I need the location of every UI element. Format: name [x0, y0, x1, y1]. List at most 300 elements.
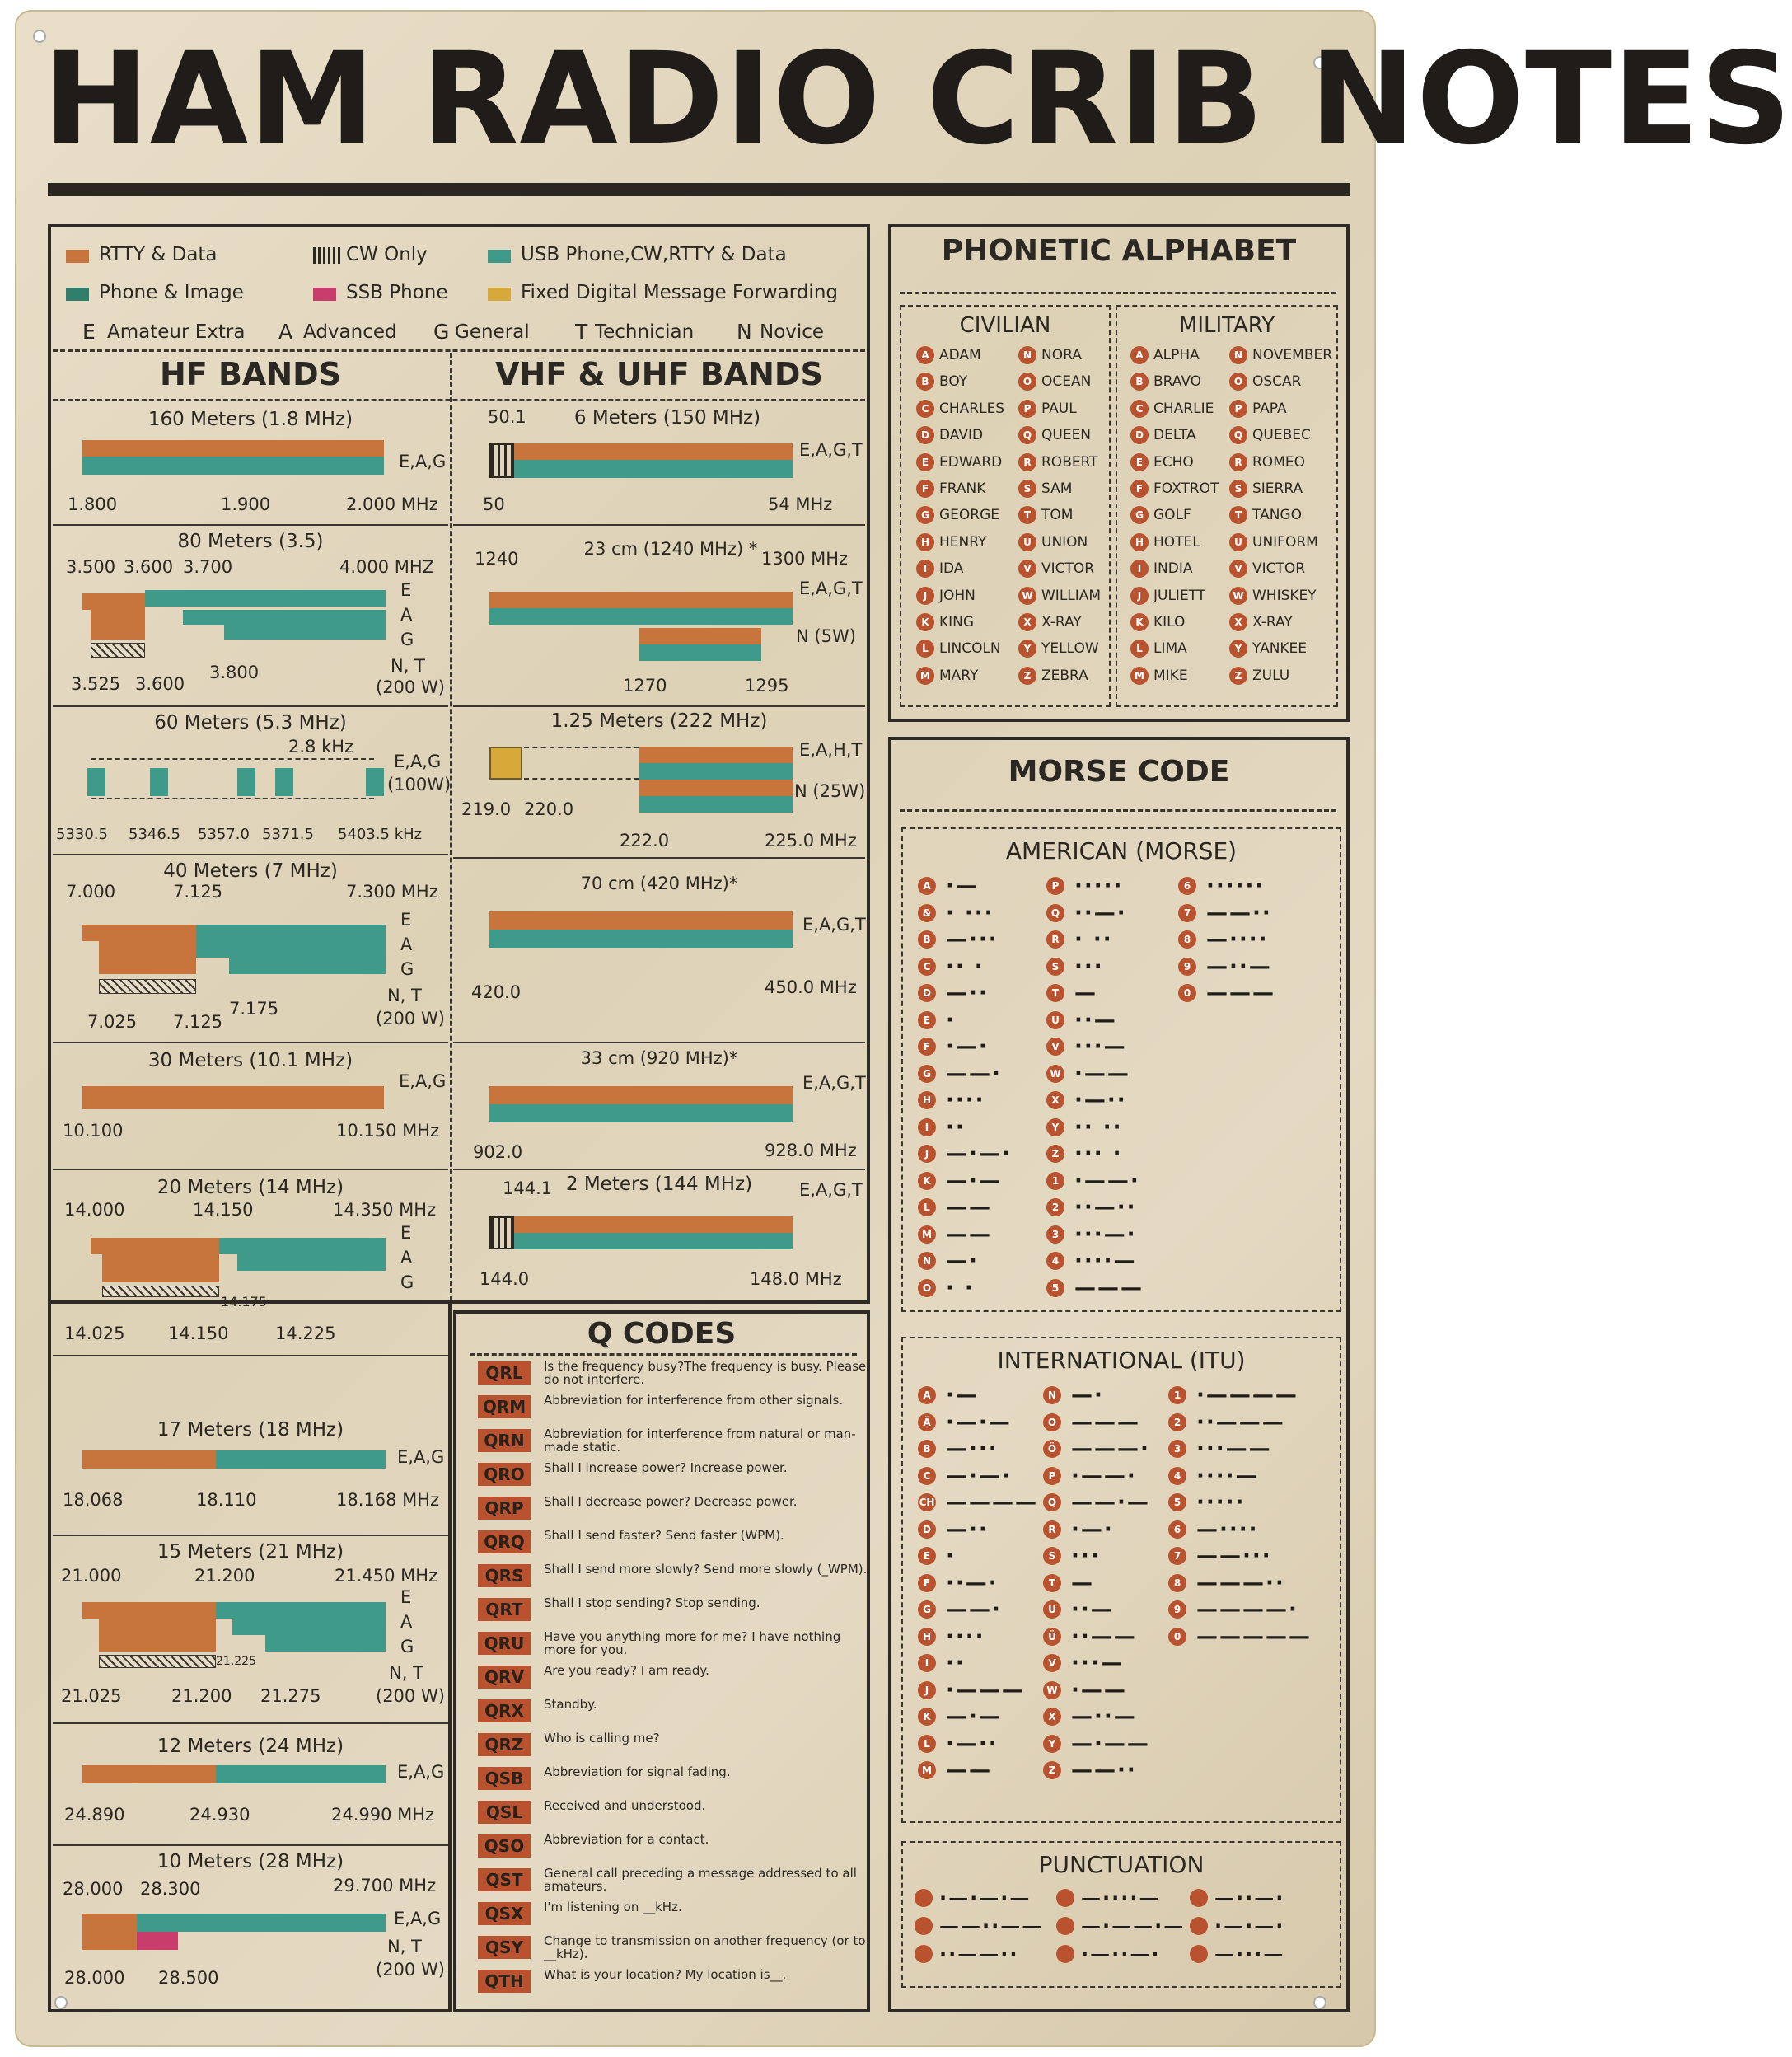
itu-letter-icon: 9: [1168, 1600, 1186, 1619]
band-bar-rtty: [639, 747, 793, 763]
itu-code: ··: [946, 1651, 966, 1675]
tick-label: 21.450 MHz: [335, 1566, 438, 1586]
punctuation-code: ——··——: [939, 1914, 1044, 1938]
tick-label: 10.150 MHz: [336, 1121, 440, 1141]
am-code: ··—: [1074, 1007, 1117, 1033]
qcode-description: General call preceding a message addressed to all amateurs.: [544, 1866, 857, 1894]
qcode-description: Abbreviation for signal fading.: [544, 1764, 731, 1779]
itu-code: ——·—: [1071, 1490, 1150, 1515]
mil-word: KILO: [1153, 614, 1186, 630]
mil-letter-icon: M: [1130, 667, 1149, 685]
mil-letter-icon: H: [1130, 533, 1149, 551]
punctuation-code: ·—·—·: [1214, 1914, 1285, 1938]
civ-letter-icon: I: [916, 560, 934, 578]
band-license: (200 W): [376, 1009, 445, 1028]
itu-letter-icon: V: [1043, 1654, 1061, 1672]
itu-letter-icon: 6: [1168, 1520, 1186, 1539]
am-code: ···—·: [1074, 1221, 1137, 1247]
band-license: E,A,G: [399, 452, 447, 471]
am-code: ··—··: [1074, 1195, 1137, 1220]
mil-letter-icon: U: [1229, 533, 1247, 551]
tick-label: 14.025: [64, 1324, 125, 1343]
itu-code: ·—·: [1071, 1516, 1114, 1542]
band-bar-rtty: [82, 1450, 216, 1469]
itu-code: ··———: [1196, 1409, 1285, 1435]
band-title: 6 Meters (150 MHz): [573, 407, 761, 429]
tick-label: 1.900: [221, 494, 271, 514]
qcode-label: QTH: [478, 1970, 531, 1993]
qcode-label: QSB: [478, 1767, 531, 1790]
am-letter-icon: G: [918, 1065, 936, 1083]
tick-label: 225.0 MHz: [765, 831, 857, 850]
mil-word: OSCAR: [1252, 373, 1302, 391]
punctuation-symbol-icon: [915, 1917, 933, 1935]
band-bar-rtty: [82, 1765, 216, 1783]
civ-word: SAM: [1041, 480, 1073, 497]
qcode-description: Shall I decrease power? Decrease power.: [544, 1494, 798, 1509]
band-title: 10 Meters (28 MHz): [157, 1851, 344, 1872]
tick-label: 28.500: [158, 1968, 219, 1988]
civilian-heading: CIVILIAN: [959, 313, 1051, 338]
itu-letter-icon: K: [918, 1708, 936, 1726]
itu-letter-icon: I: [918, 1654, 936, 1672]
civ-word: LINCOLN: [939, 640, 1001, 658]
band-bar-cw: [99, 979, 196, 994]
itu-code: ·—: [946, 1383, 979, 1408]
band-bar-rtty: [102, 1254, 219, 1271]
band-license: N (5W): [796, 626, 856, 646]
am-code: ·····: [1074, 874, 1124, 898]
channel-bar: [366, 768, 384, 796]
am-code: ··—·: [1074, 900, 1127, 925]
tick-label: 21.000: [61, 1566, 122, 1586]
am-letter-icon: B: [918, 930, 936, 949]
mil-letter-icon: Q: [1229, 426, 1247, 444]
tick-label: 14.000: [64, 1200, 125, 1220]
itu-code: ·—·—: [946, 1409, 1012, 1435]
am-code: ·—: [946, 874, 979, 898]
band-license: E,A,G: [394, 1909, 442, 1928]
tick-label: 219.0: [461, 799, 512, 819]
band-title: 160 Meters (1.8 MHz): [147, 409, 353, 430]
band-separator: [53, 1535, 448, 1536]
qcode-label: QRT: [478, 1598, 531, 1621]
band-bar-160m-rtty: [82, 440, 384, 457]
itu-letter-icon: E: [918, 1547, 936, 1565]
am-letter-icon: Y: [1046, 1118, 1064, 1136]
military-heading: MILITARY: [1178, 313, 1275, 338]
band-bar-rtty: [514, 1216, 793, 1233]
tick-label: 7.000: [66, 882, 116, 902]
civ-word: DAVID: [939, 427, 984, 444]
am-letter-icon: Q: [1046, 904, 1064, 922]
legend-advanced: Advanced: [303, 321, 397, 343]
mil-letter-icon: G: [1130, 506, 1149, 524]
tick-label: 5346.5: [129, 826, 180, 843]
am-letter-icon: Z: [1046, 1145, 1064, 1163]
phonetic-divider: [900, 292, 1336, 294]
am-code: ·· ··: [1074, 1114, 1123, 1140]
itu-letter-icon: Z: [1043, 1761, 1061, 1779]
band-license: A: [400, 1248, 413, 1267]
channel-bar: [87, 768, 105, 796]
itu-code: ·—··: [946, 1731, 999, 1756]
civ-word: QUEEN: [1041, 427, 1092, 444]
vhf-heading: VHF & UHF BANDS: [495, 356, 823, 392]
band-bar-phone: [145, 590, 386, 607]
tick-label: 1240: [475, 549, 519, 569]
tick-label: 1270: [623, 676, 667, 696]
punctuation-code: —·——·—: [1081, 1914, 1186, 1938]
civ-letter-icon: B: [916, 373, 934, 391]
tick-label: 222.0: [620, 831, 670, 850]
qcode-label: QSY: [478, 1936, 531, 1959]
qcode-label: QRV: [478, 1666, 531, 1689]
tick-label: 7.125: [173, 1012, 223, 1032]
band-license: N, T: [387, 986, 422, 1005]
punctuation-code: —····—: [1081, 1886, 1161, 1909]
itu-letter-icon: 8: [1168, 1574, 1186, 1592]
mil-letter-icon: R: [1229, 453, 1247, 471]
civ-letter-icon: C: [916, 400, 934, 418]
band-license: E,A,G,T: [799, 579, 863, 598]
mil-word: ZULU: [1252, 667, 1290, 684]
civ-letter-icon: K: [916, 613, 934, 631]
itu-letter-icon: 4: [1168, 1467, 1186, 1485]
am-letter-icon: O: [918, 1279, 936, 1297]
qcode-description: Who is calling me?: [544, 1731, 660, 1745]
civ-letter-icon: Z: [1018, 667, 1036, 685]
band-separator: [53, 524, 448, 526]
qcode-description: Standby.: [544, 1697, 597, 1712]
band-bar-phone: [232, 1619, 386, 1635]
itu-code: ··—·: [946, 1570, 999, 1595]
band-license: (200 W): [376, 1686, 445, 1706]
am-code: ·: [946, 1007, 956, 1033]
band-bar-rtty: [639, 628, 761, 644]
qcode-description: Abbreviation for interference from natural or man-made static.: [544, 1427, 856, 1455]
band-separator: [53, 1169, 448, 1170]
page-title: HAM RADIO CRIB NOTES: [43, 26, 1792, 173]
tick-label: 14.350 MHz: [333, 1200, 437, 1220]
legend-swatch-fixed: [488, 288, 511, 301]
heading-divider: [53, 399, 865, 401]
itu-letter-icon: N: [1043, 1386, 1061, 1404]
qcode-description: Shall I send faster? Send faster (WPM).: [544, 1528, 784, 1543]
punctuation-code: —··—·: [1214, 1886, 1285, 1909]
qcode-description: What is your location? My location is__.: [544, 1967, 787, 1982]
mil-letter-icon: F: [1130, 480, 1149, 498]
am-letter-icon: 2: [1046, 1198, 1064, 1216]
legend-license-e: E: [82, 320, 96, 344]
legend-swatch-rtty: [66, 250, 89, 263]
band-license: N, T: [389, 1663, 423, 1683]
band-separator: [453, 1169, 865, 1170]
band-license: A: [400, 1612, 413, 1632]
american-heading: AMERICAN (MORSE): [1005, 837, 1238, 865]
am-letter-icon: 3: [1046, 1225, 1064, 1244]
civ-letter-icon: T: [1018, 506, 1036, 524]
itu-code: ——·: [946, 1597, 1002, 1622]
band-license: N, T: [387, 1937, 422, 1956]
itu-letter-icon: L: [918, 1735, 936, 1753]
band-separator: [53, 854, 448, 855]
band-license: A: [400, 605, 413, 625]
tick-label: 21.200: [194, 1566, 255, 1586]
band-bar-rtty: [82, 593, 145, 610]
tick-label: 28.300: [140, 1879, 201, 1899]
itu-code: —·—: [946, 1704, 1002, 1729]
mil-word: FOXTROT: [1153, 480, 1219, 497]
am-code: · ···: [946, 900, 994, 925]
band-license: E: [400, 580, 412, 600]
mil-letter-icon: W: [1229, 587, 1247, 605]
tick-label: 144.0: [480, 1269, 530, 1289]
itu-letter-icon: 0: [1168, 1628, 1186, 1646]
qcode-description: Change to transmission on another frequency (or to __kHz).: [544, 1933, 866, 1961]
civ-letter-icon: R: [1018, 453, 1036, 471]
civ-word: HENRY: [939, 533, 987, 551]
band-bar-phone: [514, 1233, 793, 1249]
civ-word: WILLIAM: [1041, 587, 1102, 604]
civ-word: IDA: [939, 560, 964, 578]
band-license: E: [400, 910, 412, 930]
band-license: G: [400, 1272, 414, 1292]
itu-letter-icon: Ü: [1043, 1628, 1061, 1646]
band-license: E,A,G,T: [802, 1073, 866, 1093]
am-letter-icon: 5: [1046, 1279, 1064, 1297]
am-letter-icon: X: [1046, 1091, 1064, 1109]
am-letter-icon: I: [918, 1118, 936, 1136]
mil-word: TANGO: [1252, 507, 1302, 524]
am-letter-icon: 6: [1178, 877, 1196, 895]
qcode-label: QRZ: [478, 1733, 531, 1756]
band-bar-phone: [489, 930, 793, 948]
mil-letter-icon: S: [1229, 480, 1247, 498]
itu-letter-icon: 1: [1168, 1386, 1186, 1404]
qcode-description: Is the frequency busy?The frequency is busy. Please do not interfere.: [544, 1359, 867, 1387]
band-bar-phone: [265, 1635, 386, 1652]
tick-label: 50.1: [488, 407, 526, 427]
itu-code: ·——: [1071, 1677, 1127, 1703]
band-bar-phone: [196, 941, 386, 958]
band-bar-cw: [489, 1216, 514, 1249]
itu-letter-icon: O: [1043, 1413, 1061, 1431]
civ-word: PAUL: [1041, 400, 1077, 417]
band-bar-phone: [196, 925, 386, 941]
civ-word: X-RAY: [1041, 614, 1082, 630]
qcode-label: QRS: [478, 1564, 531, 1587]
band-bar-rtty: [489, 592, 793, 608]
itu-letter-icon: A: [918, 1386, 936, 1404]
qcode-description: Have you anything more for me? I have nothing more for you.: [544, 1629, 841, 1657]
punctuation-symbol-icon: [1190, 1917, 1208, 1935]
civ-word: ROBERT: [1041, 453, 1098, 471]
itu-code: ····—: [1196, 1463, 1259, 1488]
band-license: E,A,G,T: [799, 1180, 863, 1200]
tick-label: 902.0: [473, 1142, 523, 1162]
tick-label: 24.930: [189, 1805, 250, 1825]
civ-letter-icon: H: [916, 533, 934, 551]
civ-letter-icon: Y: [1018, 640, 1036, 658]
am-code: —··—: [1206, 954, 1272, 979]
band-title: 12 Meters (24 MHz): [157, 1736, 344, 1757]
tick-label: 5357.0: [198, 826, 250, 843]
qcode-label: QSX: [478, 1902, 531, 1925]
am-letter-icon: L: [918, 1198, 936, 1216]
band-bar-cw: [102, 1286, 219, 1297]
am-letter-icon: 0: [1178, 984, 1196, 1002]
legend-license-g: G: [433, 320, 450, 344]
band-title: 1.25 Meters (222 MHz): [550, 710, 768, 732]
am-code: —·—: [946, 1168, 1002, 1193]
band-bar-rtty: [82, 925, 196, 941]
itu-heading: INTERNATIONAL (ITU): [997, 1347, 1246, 1374]
civ-word: CHARLES: [939, 400, 1005, 417]
band-license: (100W): [387, 775, 452, 794]
itu-letter-icon: G: [918, 1600, 936, 1619]
am-letter-icon: D: [918, 984, 936, 1002]
tick-label: 420.0: [471, 982, 522, 1002]
tick-label: 3.525: [71, 674, 121, 694]
itu-code: —·: [1071, 1383, 1104, 1408]
itu-code: ——···: [1196, 1544, 1272, 1568]
band-dash-line: [524, 778, 639, 780]
mil-word: LIMA: [1153, 640, 1187, 658]
tick-label: 54 MHz: [768, 494, 833, 514]
qcode-label: QSL: [478, 1801, 531, 1824]
tick-label: 28.000: [63, 1879, 124, 1899]
band-license: N, T: [391, 656, 425, 676]
mil-letter-icon: X: [1229, 613, 1247, 631]
am-code: ——··: [1206, 900, 1272, 925]
mil-word: ROMEO: [1252, 453, 1305, 471]
band-dash-line: [524, 747, 639, 748]
band-bar-cw: [91, 643, 145, 658]
am-code: ——·: [946, 1061, 1002, 1086]
am-code: ——: [946, 1221, 992, 1247]
itu-code: —···: [946, 1436, 999, 1461]
civ-letter-icon: E: [916, 453, 934, 471]
band-bar-rtty: [91, 610, 145, 625]
channel-bar: [275, 768, 293, 796]
mil-word: NOVEMBER: [1252, 347, 1333, 363]
civ-letter-icon: X: [1018, 613, 1036, 631]
am-code: ·——·: [1074, 1168, 1140, 1193]
mil-word: MIKE: [1153, 667, 1188, 684]
band-license: E,A,G,T: [799, 440, 863, 460]
itu-code: —·—·: [946, 1463, 1012, 1488]
am-letter-icon: P: [1046, 877, 1064, 895]
band-bar-160m-phone: [82, 457, 384, 475]
band-license: E,A,H,T: [799, 740, 863, 760]
civ-letter-icon: Q: [1018, 426, 1036, 444]
band-bar-phone: [489, 608, 793, 625]
civ-word: MARY: [939, 667, 979, 684]
band-title: 80 Meters (3.5): [177, 531, 324, 552]
legend-rtty: RTTY & Data: [99, 244, 218, 265]
am-code: —··: [946, 981, 989, 1005]
legend-license-t: T: [575, 320, 588, 344]
band-bar-phone: [183, 610, 386, 625]
am-letter-icon: C: [918, 958, 936, 976]
band-bar-rtty: [82, 1086, 384, 1109]
tick-label: 14.175: [221, 1294, 267, 1310]
mil-word: HOTEL: [1153, 533, 1200, 551]
itu-code: —··: [946, 1516, 989, 1542]
band-separator: [453, 1042, 865, 1043]
band-license: E: [400, 1223, 412, 1243]
legend-novice: Novice: [760, 321, 825, 343]
civ-letter-icon: O: [1018, 373, 1036, 391]
tick-label: 3.800: [209, 663, 260, 682]
legend-cw-icon: [313, 247, 341, 264]
mil-letter-icon: B: [1130, 373, 1149, 391]
band-bar-cw: [489, 443, 514, 478]
am-letter-icon: S: [1046, 958, 1064, 976]
itu-code: ··—: [1071, 1597, 1114, 1622]
legend-amateur: Amateur Extra: [107, 321, 246, 343]
punctuation-code: ·—·—·—: [939, 1886, 1032, 1909]
itu-letter-icon: Q: [1043, 1493, 1061, 1511]
mil-letter-icon: E: [1130, 453, 1149, 471]
itu-code: —·——: [1071, 1731, 1150, 1756]
am-letter-icon: &: [918, 904, 936, 922]
mil-word: BRAVO: [1153, 373, 1202, 391]
band-bar-rtty: [91, 625, 145, 640]
mil-letter-icon: L: [1130, 640, 1149, 658]
am-code: ———: [1074, 1275, 1144, 1300]
legend-general: General: [455, 321, 530, 343]
channel-bar: [150, 768, 168, 796]
qcode-description: Shall I stop sending? Stop sending.: [544, 1595, 760, 1610]
punctuation-symbol-icon: [1190, 1945, 1208, 1963]
itu-letter-icon: 2: [1168, 1413, 1186, 1431]
mil-word: DELTA: [1153, 427, 1196, 444]
legend-swatch-phone: [66, 288, 89, 301]
itu-letter-icon: 7: [1168, 1547, 1186, 1565]
punctuation-symbol-icon: [1056, 1889, 1074, 1907]
am-code: ·——: [1074, 1061, 1130, 1086]
band-bar-rtty: [82, 1914, 137, 1932]
band-bar-phone: [514, 460, 793, 478]
qcode-description: Shall I increase power? Increase power.: [544, 1460, 788, 1475]
tick-label: 1.800: [68, 494, 118, 514]
mil-letter-icon: D: [1130, 426, 1149, 444]
am-letter-icon: W: [1046, 1065, 1064, 1083]
mil-letter-icon: I: [1130, 560, 1149, 578]
civ-letter-icon: F: [916, 480, 934, 498]
legend-divider: [53, 349, 865, 352]
band-license: G: [400, 630, 414, 649]
am-letter-icon: N: [918, 1252, 936, 1270]
itu-letter-icon: R: [1043, 1520, 1061, 1539]
mil-letter-icon: K: [1130, 613, 1149, 631]
civ-word: FRANK: [939, 480, 986, 497]
tick-label: 29.700 MHz: [333, 1876, 437, 1895]
qcode-label: QSO: [478, 1834, 531, 1858]
am-letter-icon: 1: [1046, 1172, 1064, 1190]
civ-word: GEORGE: [939, 507, 1000, 524]
civ-word: NORA: [1041, 347, 1082, 363]
band-bar-rtty: [99, 958, 196, 974]
band-license: E,A,G,T: [802, 915, 866, 935]
channel-bar: [237, 768, 255, 796]
am-letter-icon: U: [1046, 1011, 1064, 1029]
tick-label: 21.200: [171, 1686, 232, 1706]
band-title: 33 cm (920 MHz)*: [580, 1048, 738, 1068]
band-title: 17 Meters (18 MHz): [157, 1419, 344, 1441]
